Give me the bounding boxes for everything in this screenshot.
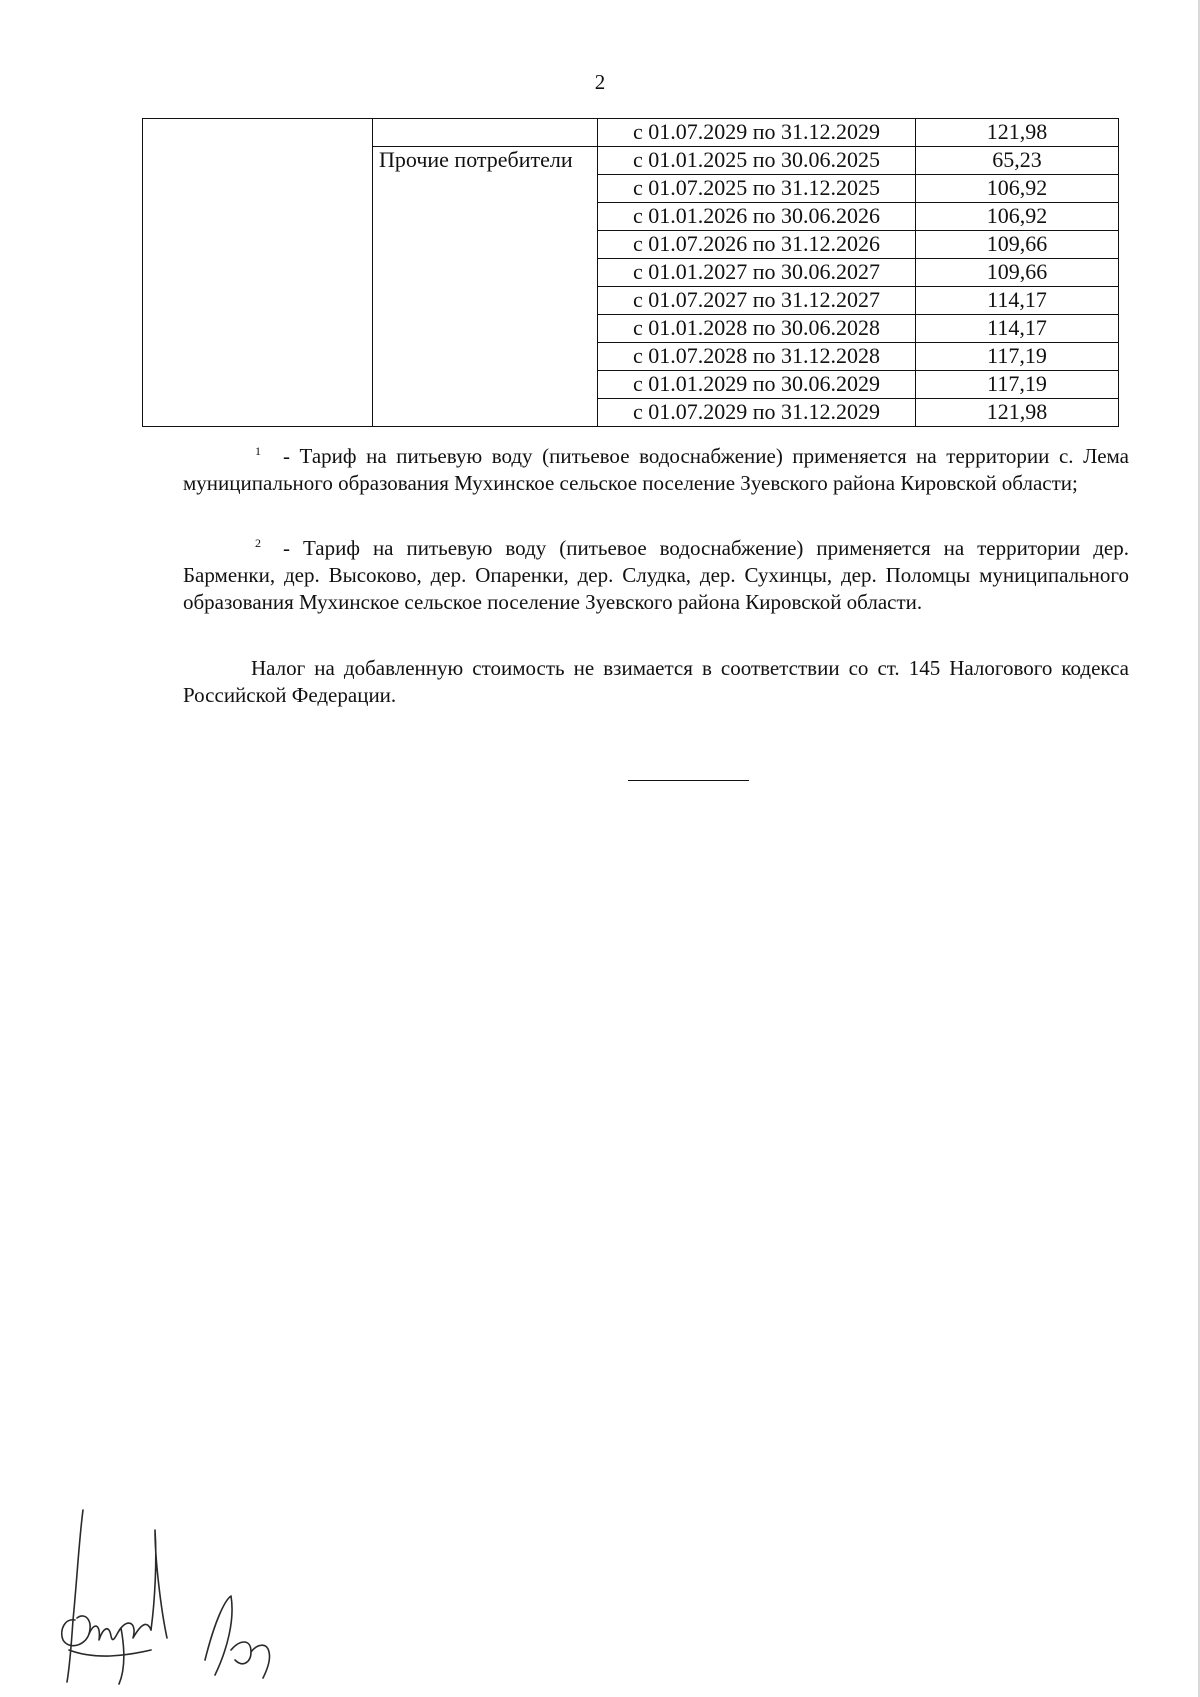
period-cell: с 01.07.2029 по 31.12.2029 (598, 399, 916, 427)
period-cell: с 01.07.2028 по 31.12.2028 (598, 343, 916, 371)
footnote-marker: 2 (255, 536, 261, 550)
tariff-value-cell: 109,66 (916, 259, 1119, 287)
tariff-value-cell: 121,98 (916, 399, 1119, 427)
handwritten-signature (55, 1500, 285, 1690)
footnote-text: - Тариф на питьевую воду (питьевое водоснабжение) применяется на территории с. Лема муниципального образования Мухинское сельское поселение Зуевского района Кировской области; (183, 444, 1129, 495)
tariff-value-cell: 121,98 (916, 119, 1119, 147)
tariff-value-cell: 106,92 (916, 175, 1119, 203)
period-cell: с 01.07.2027 по 31.12.2027 (598, 287, 916, 315)
period-cell: с 01.01.2025 по 30.06.2025 (598, 147, 916, 175)
page-number: 2 (594, 70, 606, 94)
end-divider (628, 780, 749, 781)
footnote-2 (183, 530, 1129, 616)
period-cell: с 01.01.2026 по 30.06.2026 (598, 203, 916, 231)
period-cell: с 01.01.2027 по 30.06.2027 (598, 259, 916, 287)
tariff-table (142, 118, 1119, 427)
tariff-value-cell: 117,19 (916, 343, 1119, 371)
vat-paragraph: Налог на добавленную стоимость не взимается в соответствии со ст. 145 Налогового кодекса Российской Федерации. (183, 656, 1129, 707)
tariff-value-cell: 114,17 (916, 287, 1119, 315)
period-cell: с 01.01.2029 по 30.06.2029 (598, 371, 916, 399)
tariff-value-cell: 114,17 (916, 315, 1119, 343)
empty-cell (373, 119, 598, 147)
empty-cell (143, 119, 373, 427)
consumer-group-cell: Прочие потребители (373, 147, 598, 427)
table-row (143, 119, 1119, 147)
footnote-1 (183, 438, 1129, 497)
period-cell: с 01.01.2028 по 30.06.2028 (598, 315, 916, 343)
tariff-value-cell: 106,92 (916, 203, 1119, 231)
period-cell: с 01.07.2029 по 31.12.2029 (598, 119, 916, 147)
tariff-value-cell: 65,23 (916, 147, 1119, 175)
tariff-table-body (143, 119, 1119, 427)
footnote-text: - Тариф на питьевую воду (питьевое водоснабжение) применяется на территории дер. Барменки, дер. Высоково, дер. Опаренки, дер. Слудка, дер. Сухинцы, дер. Поломцы муниципального образования Мухинское сельское поселение Зуевского района Кировской области. (183, 536, 1129, 614)
period-cell: с 01.07.2026 по 31.12.2026 (598, 231, 916, 259)
tariff-value-cell: 117,19 (916, 371, 1119, 399)
period-cell: с 01.07.2025 по 31.12.2025 (598, 175, 916, 203)
tariff-value-cell: 109,66 (916, 231, 1119, 259)
footnote-marker: 1 (255, 444, 261, 458)
